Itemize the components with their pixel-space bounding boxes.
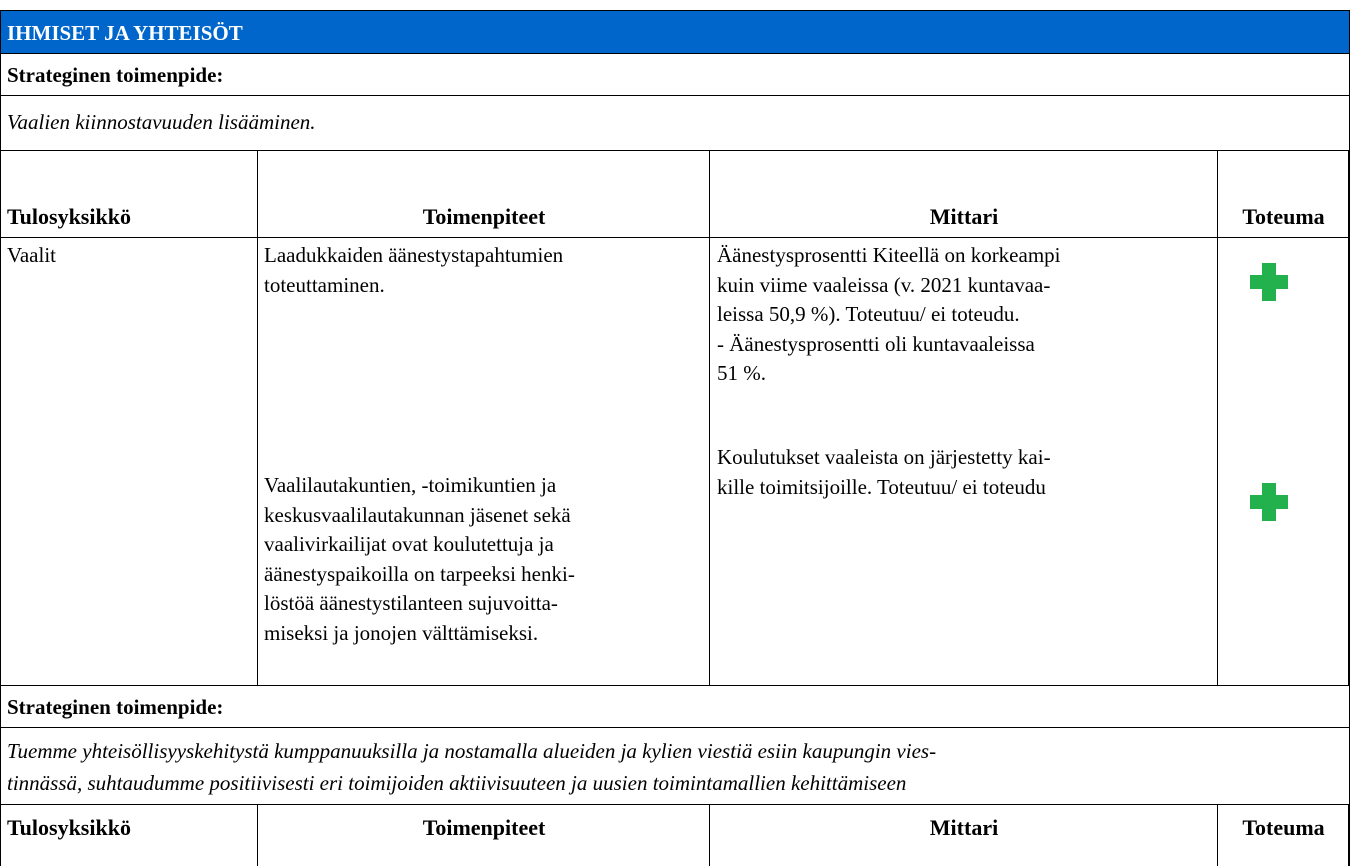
- measure-2: [264, 471, 575, 648]
- header-divider: [1, 237, 1349, 238]
- section-header: [0, 10, 1350, 54]
- col-metrics: [710, 151, 1218, 685]
- measure-2-line: miseksi ja jonojen välttämiseksi.: [264, 620, 539, 645]
- metric-2-line: kille toimitsijoille. Toteutuu/ ei toteudu: [717, 474, 1046, 499]
- strategic-action-text-row: [0, 95, 1350, 151]
- header-unit: Tulosyksikkö: [7, 815, 131, 840]
- strategic-action-label: Strateginen toimenpide:: [7, 695, 224, 719]
- measure-2-line: vaalivirkailijat ovat koulutettuja ja: [264, 532, 554, 556]
- header-measures: Toimenpiteet: [422, 204, 546, 229]
- metric-1-line: Äänestysprosentti Kiteellä on korkeampi: [717, 243, 1061, 267]
- header-metrics: Mittari: [929, 815, 999, 840]
- metric-2-line: Koulutukset vaaleista on järjestetty kai-: [717, 445, 1051, 469]
- strategic-action-text-row-2: [0, 727, 1350, 805]
- measure-1-line: Laadukkaiden äänestystapahtumien: [264, 243, 564, 267]
- metric-1-line: kuin viime vaaleissa (v. 2021 kuntavaa-: [717, 272, 1051, 297]
- metric-1: [717, 241, 1061, 389]
- header-status: Toteuma: [1242, 815, 1325, 840]
- strategic-action-text: Vaalien kiinnostavuuden lisääminen.: [7, 110, 316, 134]
- header-unit: Tulosyksikkö: [7, 204, 131, 229]
- unit-cell: Vaalit: [7, 243, 56, 267]
- col-unit: [1, 151, 258, 685]
- measure-2-line: keskusvaalilautakunnan jäsenet sekä: [264, 502, 571, 527]
- measure-1: [264, 241, 563, 300]
- header-metrics: Mittari: [929, 204, 999, 229]
- header-status: Toteuma: [1242, 204, 1325, 229]
- results-table-2: [0, 804, 1350, 866]
- green-plus-icon: [1250, 483, 1288, 521]
- header-measures: Toimenpiteet: [422, 815, 546, 840]
- metric-1-line: leissa 50,9 %). Toteutuu/ ei toteudu.: [717, 302, 1020, 326]
- strategic-action-text-line: tinnässä, suhtaudumme positiivisesti eri toimijoiden aktiivisuuteen ja uusien toimintamallien kehittämiseen: [7, 771, 907, 795]
- strategic-action-label: Strateginen toimenpide:: [7, 63, 224, 87]
- metric-1-line: 51 %.: [717, 361, 766, 385]
- measure-1-line: toteuttaminen.: [264, 272, 385, 297]
- results-table: [0, 150, 1350, 686]
- section-title: IHMISET JA YHTEISÖT: [7, 21, 243, 45]
- measure-2-line: Vaalilautakuntien, -toimikuntien ja: [264, 473, 557, 497]
- strategic-action-label-row-2: [0, 685, 1350, 728]
- measure-2-line: äänestyspaikoilla on tarpeeksi henki-: [264, 561, 575, 586]
- metric-1-line: - Äänestysprosentti oli kuntavaaleissa: [717, 331, 1035, 356]
- col-status: [1218, 151, 1349, 685]
- strategic-action-label-row: [0, 53, 1350, 96]
- strategic-action-text-line: Tuemme yhteisöllisyyskehitystä kumppanuuksilla ja nostamalla alueiden ja kylien viestiä esiin kaupungin vies-: [7, 739, 937, 763]
- measure-2-line: löstöä äänestystilanteen sujuvoitta-: [264, 591, 558, 615]
- green-plus-icon: [1250, 263, 1288, 301]
- metric-2: [717, 443, 1051, 502]
